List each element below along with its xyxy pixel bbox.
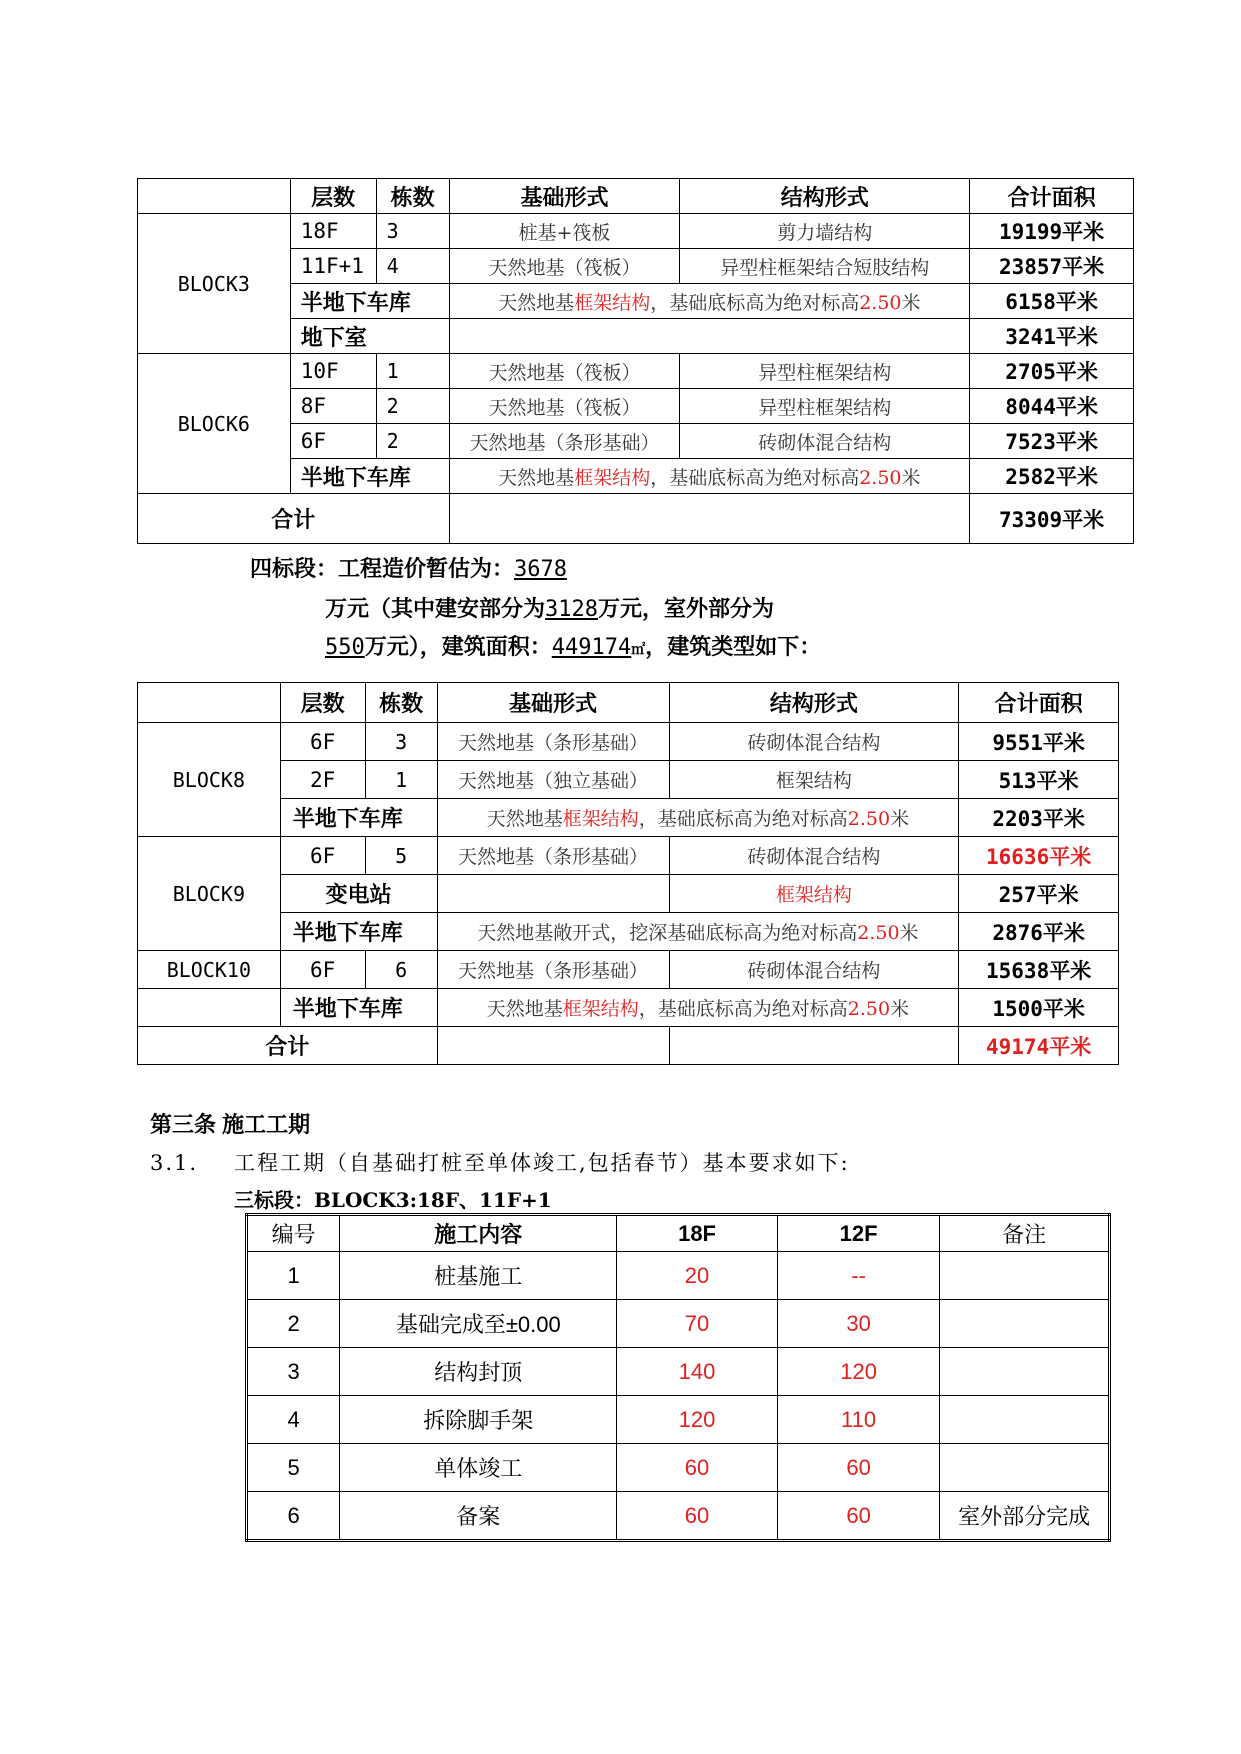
area-cell: 513平米 [959, 761, 1119, 799]
subheading: 三标段：BLOCK3:18F、11F+1 [234, 1188, 552, 1212]
section4-prefix: 四标段：工程造价暂估为： [250, 556, 515, 582]
row-12f: 60 [777, 1444, 940, 1492]
section4-text: ，建筑类型如下： [645, 634, 822, 660]
header-area: 合计面积 [970, 179, 1134, 214]
count-cell: 5 [365, 837, 437, 875]
block-name: BLOCK3 [138, 214, 291, 354]
structure-cell: 异型柱框架结构 [680, 389, 970, 424]
header-18f: 18F [617, 1215, 778, 1252]
table-row [138, 761, 1119, 799]
section4-area: 449174 [551, 635, 632, 660]
description-cell [449, 459, 970, 494]
row-note [940, 1396, 1110, 1444]
level-cell: 半地下车库 [290, 284, 449, 319]
structure-cell: 框架结构 [669, 761, 959, 799]
header-foundation: 基础形式 [437, 683, 669, 723]
count-cell: 2 [376, 389, 449, 424]
table-row [138, 837, 1119, 875]
level-cell: 半地下车库 [280, 989, 437, 1027]
desc-highlight: 框架结构 [574, 466, 651, 489]
block8-block10-table [137, 682, 1119, 1065]
block-name: BLOCK9 [138, 837, 281, 951]
row-no: 5 [247, 1444, 340, 1492]
section4-build-cost: 3128 [545, 597, 598, 622]
header-no: 编号 [247, 1215, 340, 1252]
foundation-cell: 天然地基（条形基础） [449, 424, 680, 459]
desc-text: 天然地基 [486, 808, 563, 830]
section4-cost: 3678 [514, 557, 567, 582]
level-cell: 半地下车库 [280, 799, 437, 837]
desc-unit: 米 [901, 291, 921, 314]
table-row [138, 799, 1119, 837]
header-structure: 结构形式 [669, 683, 959, 723]
section4-text: 万元），建筑面积： [364, 634, 552, 660]
area-cell: 2705平米 [970, 354, 1134, 389]
table-row [138, 354, 1134, 389]
foundation-cell: 天然地基（独立基础） [437, 761, 669, 799]
clause-number: 3.1. [150, 1151, 199, 1175]
area-cell: 2582平米 [970, 459, 1134, 494]
total-area: 49174平米 [959, 1027, 1119, 1065]
table-row [247, 1444, 1110, 1492]
header-structure: 结构形式 [680, 179, 970, 214]
level-cell: 18F [290, 214, 376, 249]
total-label: 合计 [138, 494, 450, 544]
structure-cell: 异型柱框架结构 [680, 354, 970, 389]
area-cell: 19199平米 [970, 214, 1134, 249]
header-count: 栋数 [376, 179, 449, 214]
structure-cell: 砖砌体混合结构 [680, 424, 970, 459]
row-task: 单体竣工 [340, 1444, 617, 1492]
foundation-cell: 天然地基（条形基础） [437, 837, 669, 875]
total-blank [449, 494, 970, 544]
header-level: 层数 [290, 179, 376, 214]
table-row [138, 913, 1119, 951]
level-cell: 变电站 [280, 875, 437, 913]
row-note [940, 1348, 1110, 1396]
area-cell: 257平米 [959, 875, 1119, 913]
desc-text: ，基础底标高为绝对标高 [638, 808, 848, 830]
foundation-cell: 天然地基（条形基础） [437, 723, 669, 761]
desc-text: ，基础底标高为绝对标高 [650, 291, 860, 314]
block-name: BLOCK10 [138, 951, 281, 989]
row-18f: 140 [617, 1348, 778, 1396]
level-cell: 地下室 [290, 319, 449, 354]
row-no: 4 [247, 1396, 340, 1444]
level-cell: 2F [280, 761, 365, 799]
level-cell: 11F+1 [290, 249, 376, 284]
level-cell: 6F [280, 723, 365, 761]
header-count: 栋数 [365, 683, 437, 723]
row-note [940, 1252, 1110, 1300]
structure-cell: 砖砌体混合结构 [669, 837, 959, 875]
table-row [138, 875, 1119, 913]
desc-text: 天然地基 [498, 466, 575, 489]
total-area: 73309平米 [970, 494, 1134, 544]
level-cell: 6F [280, 951, 365, 989]
row-note [940, 1300, 1110, 1348]
row-12f: 120 [777, 1348, 940, 1396]
row-12f: 110 [777, 1396, 940, 1444]
desc-unit: 米 [901, 466, 921, 489]
count-cell: 6 [365, 951, 437, 989]
header-foundation: 基础形式 [449, 179, 680, 214]
total-blank [669, 1027, 959, 1065]
total-row [138, 1027, 1119, 1065]
table-row [247, 1300, 1110, 1348]
header-task: 施工内容 [340, 1215, 617, 1252]
header-area: 合计面积 [959, 683, 1119, 723]
desc-highlight: 框架结构 [574, 291, 651, 314]
foundation-cell: 桩基+筏板 [449, 214, 680, 249]
foundation-cell: 天然地基（筏板） [449, 389, 680, 424]
table-header-row [247, 1215, 1110, 1252]
structure-cell: 剪力墙结构 [680, 214, 970, 249]
row-18f: 120 [617, 1396, 778, 1444]
row-18f: 20 [617, 1252, 778, 1300]
foundation-cell [437, 875, 669, 913]
section4-text: 万元，室外部分为 [598, 596, 775, 622]
row-no: 2 [247, 1300, 340, 1348]
section4-line3 [325, 630, 821, 661]
block-name: BLOCK8 [138, 723, 281, 837]
area-cell: 16636平米 [959, 837, 1119, 875]
table-row [247, 1252, 1110, 1300]
level-cell: 10F [290, 354, 376, 389]
row-12f: -- [777, 1252, 940, 1300]
block-blank [138, 989, 281, 1027]
description-cell [437, 913, 959, 951]
header-level: 层数 [280, 683, 365, 723]
desc-text: ，基础底标高为绝对标高 [638, 998, 848, 1020]
description-cell [449, 319, 970, 354]
desc-text: 天然地基敞开式，挖深基础底标高为绝对标高 [477, 922, 858, 944]
section4-unit: ㎡ [631, 642, 646, 658]
header-blank [138, 179, 291, 214]
total-row [138, 494, 1134, 544]
count-cell: 1 [365, 761, 437, 799]
section4-outdoor-cost: 550 [325, 635, 365, 660]
area-cell: 7523平米 [970, 424, 1134, 459]
area-cell: 6158平米 [970, 284, 1134, 319]
area-cell: 23857平米 [970, 249, 1134, 284]
area-cell: 8044平米 [970, 389, 1134, 424]
area-cell: 1500平米 [959, 989, 1119, 1027]
level-cell: 半地下车库 [280, 913, 437, 951]
block-name: BLOCK6 [138, 354, 291, 494]
count-cell: 3 [376, 214, 449, 249]
row-18f: 60 [617, 1492, 778, 1541]
row-note [940, 1444, 1110, 1492]
structure-cell: 框架结构 [669, 875, 959, 913]
desc-unit: 米 [899, 922, 919, 944]
desc-unit: 米 [890, 998, 910, 1020]
count-cell: 4 [376, 249, 449, 284]
foundation-cell: 天然地基（筏板） [449, 354, 680, 389]
row-no: 3 [247, 1348, 340, 1396]
header-12f: 12F [777, 1215, 940, 1252]
foundation-cell: 天然地基（筏板） [449, 249, 680, 284]
level-cell: 半地下车库 [290, 459, 449, 494]
row-no: 1 [247, 1252, 340, 1300]
level-cell: 6F [290, 424, 376, 459]
row-18f: 60 [617, 1444, 778, 1492]
count-cell: 2 [376, 424, 449, 459]
row-no: 6 [247, 1492, 340, 1541]
level-cell: 8F [290, 389, 376, 424]
table-row [138, 989, 1119, 1027]
description-cell [437, 799, 959, 837]
clause-text: 工程工期（自基础打桩至单体竣工,包括春节）基本要求如下: [234, 1151, 850, 1175]
level-cell: 6F [280, 837, 365, 875]
row-task: 拆除脚手架 [340, 1396, 617, 1444]
row-note: 室外部分完成 [940, 1492, 1110, 1541]
count-cell: 1 [376, 354, 449, 389]
block3-block6-table [137, 178, 1134, 544]
foundation-cell: 天然地基（条形基础） [437, 951, 669, 989]
area-cell: 15638平米 [959, 951, 1119, 989]
desc-elevation: 2.50 [859, 291, 902, 314]
structure-cell: 砖砌体混合结构 [669, 951, 959, 989]
row-task: 桩基施工 [340, 1252, 617, 1300]
area-cell: 3241平米 [970, 319, 1134, 354]
row-task: 备案 [340, 1492, 617, 1541]
row-18f: 70 [617, 1300, 778, 1348]
table-row [138, 723, 1119, 761]
count-cell: 3 [365, 723, 437, 761]
table-row [247, 1348, 1110, 1396]
desc-text: 天然地基 [486, 998, 563, 1020]
row-12f: 60 [777, 1492, 940, 1541]
table-row [247, 1492, 1110, 1541]
table-row [138, 214, 1134, 249]
desc-highlight: 框架结构 [562, 808, 639, 830]
row-task: 基础完成至±0.00 [340, 1300, 617, 1348]
desc-elevation: 2.50 [857, 922, 900, 944]
section4-line1 [250, 552, 567, 583]
structure-cell: 砖砌体混合结构 [669, 723, 959, 761]
desc-text: 天然地基 [498, 291, 575, 314]
description-cell [437, 989, 959, 1027]
desc-unit: 米 [890, 808, 910, 830]
header-note: 备注 [940, 1215, 1110, 1252]
table-header-row [138, 683, 1119, 723]
table-row [138, 951, 1119, 989]
header-blank [138, 683, 281, 723]
table-header-row [138, 179, 1134, 214]
schedule-table [245, 1213, 1111, 1542]
structure-cell: 异型柱框架结合短肢结构 [680, 249, 970, 284]
section4-line2 [325, 592, 774, 623]
area-cell: 2203平米 [959, 799, 1119, 837]
clause-3-1 [150, 1147, 850, 1177]
desc-elevation: 2.50 [847, 998, 891, 1020]
row-task: 结构封顶 [340, 1348, 617, 1396]
section4-text: 万元（其中建安部分为 [325, 596, 546, 622]
total-blank [437, 1027, 669, 1065]
row-12f: 30 [777, 1300, 940, 1348]
desc-elevation: 2.50 [847, 808, 891, 830]
total-label: 合计 [138, 1027, 438, 1065]
table-row [247, 1396, 1110, 1444]
desc-highlight: 框架结构 [562, 998, 639, 1020]
desc-elevation: 2.50 [859, 466, 902, 489]
description-cell [449, 284, 970, 319]
area-cell: 9551平米 [959, 723, 1119, 761]
section3-title: 第三条 施工工期 [150, 1112, 311, 1137]
area-cell: 2876平米 [959, 913, 1119, 951]
desc-text: ，基础底标高为绝对标高 [650, 466, 860, 489]
